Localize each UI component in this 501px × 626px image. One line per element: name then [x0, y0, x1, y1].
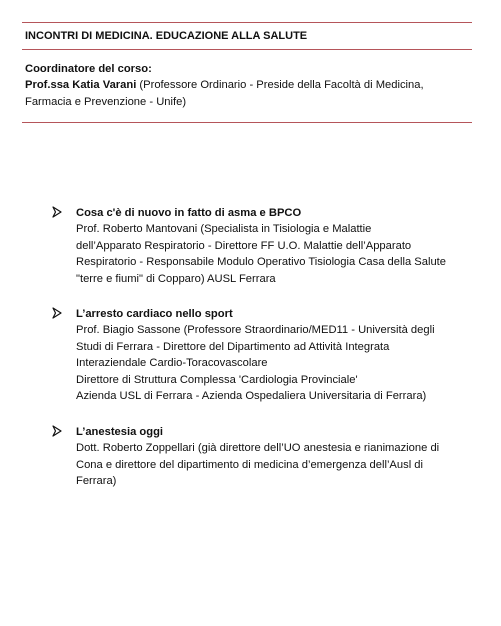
lecture-title: L’anestesia oggi [76, 426, 164, 438]
document-title: INCONTRI DI MEDICINA. EDUCAZIONE ALLA SALUTE [25, 30, 308, 42]
lecture-line: dell’Apparato Respiratorio - Direttore FF U.O. Malattie dell’Apparato [76, 239, 412, 252]
lecture-line: Prof. Roberto Mantovani (Specialista in Tisiologia e Malattie [76, 223, 372, 236]
arrow-bullet-icon [52, 205, 64, 221]
coordinator-desc-2: Farmacia e Prevenzione - Unife) [25, 95, 187, 108]
lecture-title: Cosa c'è di nuovo in fatto di asma e BPCO [76, 207, 302, 219]
lecture-line: Cona e direttore del dipartimento di medicina d’emergenza dell’Ausl di [76, 458, 424, 471]
coordinator-label: Coordinatore del corso: [25, 63, 152, 75]
lecture-title: L’arresto cardiaco nello sport [76, 308, 233, 320]
lecture-line: "terre e fiumi" di Copparo) AUSL Ferrara [76, 272, 276, 285]
lecture-line: Ferrara) [76, 475, 117, 488]
coordinator-block [25, 61, 475, 110]
lecture-line: Prof. Biagio Sassone (Professore Straordinario/MED11 - Università degli [76, 324, 435, 337]
coordinator-name: Prof.ssa Katia Varani [25, 79, 137, 92]
title-rule [22, 49, 472, 50]
lecture-section-1 [52, 205, 482, 287]
arrow-bullet-icon [52, 424, 64, 440]
coordinator-line [25, 77, 475, 93]
lecture-line: Studi di Ferrara - Direttore del Dipartimento ad Attività Integrata [76, 340, 390, 353]
coordinator-rule [22, 122, 472, 123]
arrow-bullet-icon [52, 306, 64, 322]
lecture-section-2 [52, 306, 482, 404]
lecture-line: Azienda USL di Ferrara - Azienda Ospedaliera Universitaria di Ferrara) [76, 390, 427, 403]
lecture-line: Respiratorio - Responsabile Modulo Operativo Tisiologia Casa della Salute [76, 256, 447, 269]
top-rule [22, 22, 472, 23]
coordinator-desc-1: (Professore Ordinario - Preside della Facoltà di Medicina, [136, 79, 424, 92]
lecture-line: Interaziendale Cardio-Toracovascolare [76, 357, 268, 370]
lecture-section-3 [52, 424, 482, 490]
lecture-line: Direttore di Struttura Complessa 'Cardiologia Provinciale' [76, 373, 358, 386]
lecture-line: Dott. Roberto Zoppellari (già direttore dell’UO anestesia e rianimazione di [76, 442, 440, 455]
